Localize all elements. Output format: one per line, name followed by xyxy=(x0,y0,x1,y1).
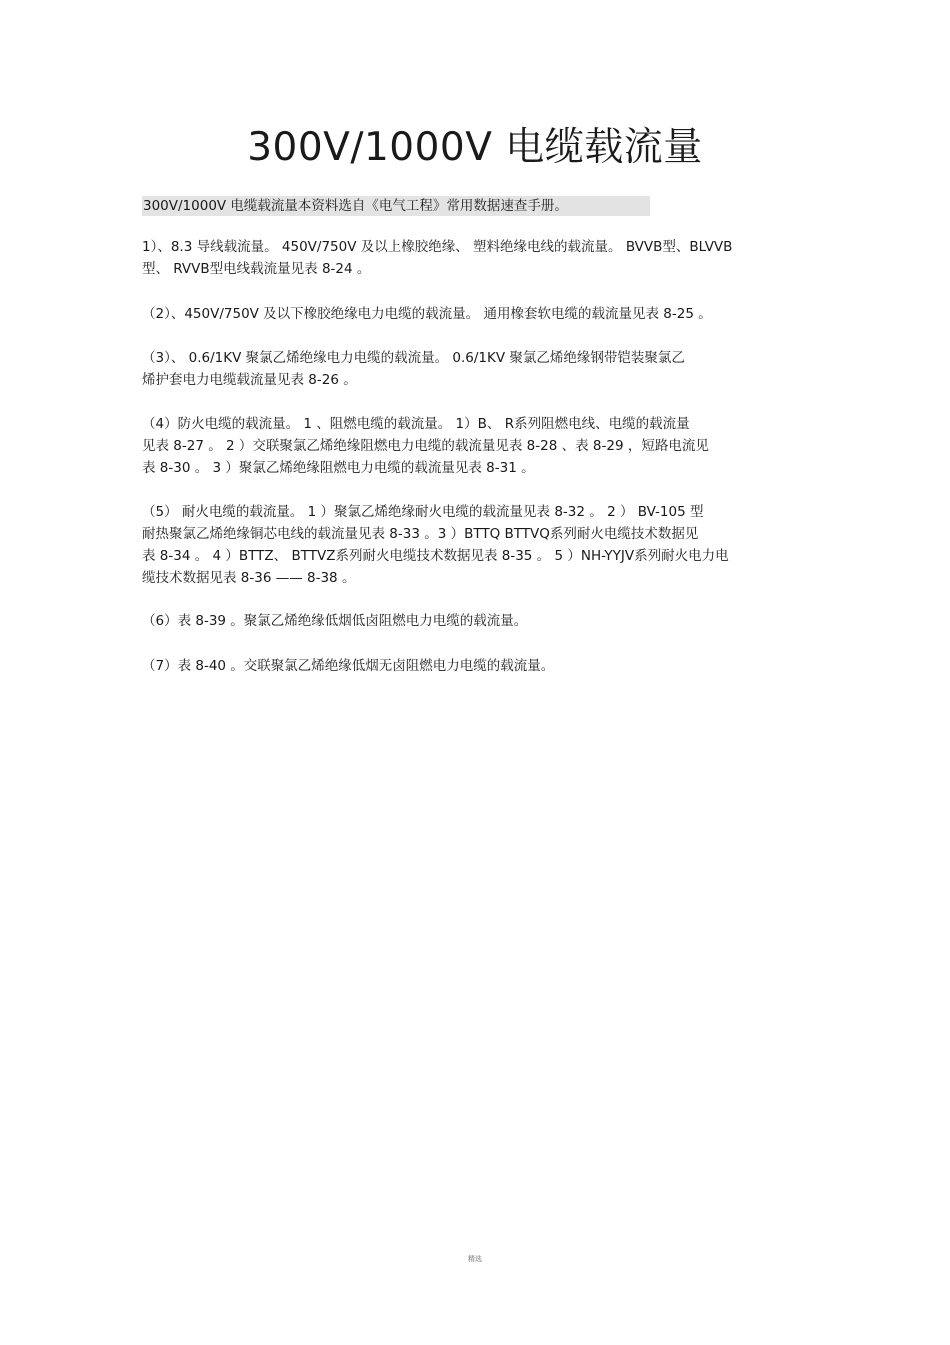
paragraph-line: 1）、8.3 导线载流量。 450V/750V 及以上橡胶绝缘、 塑料绝缘电线的载流量。 BVVB型、BLVVB xyxy=(142,239,733,255)
paragraph-line: 型、 RVVB型电线载流量见表 8-24 。 xyxy=(142,261,371,277)
paragraph-6 xyxy=(142,610,822,632)
page-footer-label: 精选 xyxy=(468,1255,482,1263)
paragraph-line: 耐热聚氯乙烯绝缘铜芯电线的载流量见表 8-33 。3 ）BTTQ BTTVQ系列耐火电缆技术数据见 xyxy=(142,526,699,542)
page-title: 300V/1000V 电缆载流量 xyxy=(247,125,703,170)
paragraph-line: 表 8-30 。 3 ）聚氯乙烯绝缘阻燃电力电缆的载流量见表 8-31 。 xyxy=(142,460,535,476)
paragraph-line: （3）、 0.6/1KV 聚氯乙烯绝缘电力电缆的载流量。 0.6/1KV 聚氯乙烯绝缘钢带铠装聚氯乙 xyxy=(142,350,685,366)
paragraph-line: 见表 8-27 。 2 ）交联聚氯乙烯绝缘阻燃电力电缆的载流量见表 8-28 、表 8-29 ，短路电流见 xyxy=(142,438,709,454)
paragraph-line: （5） 耐火电缆的载流量。 1 ）聚氯乙烯绝缘耐火电缆的载流量见表 8-32 。 2 ） BV-105 型 xyxy=(142,504,704,520)
paragraph-line: （7）表 8-40 。交联聚氯乙烯绝缘低烟无卤阻燃电力电缆的载流量。 xyxy=(142,658,555,674)
paragraph-line: 表 8-34 。 4 ）BTTZ、 BTTVZ系列耐火电缆技术数据见表 8-35 。 5 ）NH-YYJV系列耐火电力电 xyxy=(142,548,729,564)
paragraph-3 xyxy=(142,347,822,391)
paragraph-line: （6）表 8-39 。聚氯乙烯绝缘低烟低卤阻燃电力电缆的载流量。 xyxy=(142,613,528,629)
paragraph-1 xyxy=(142,236,822,280)
paragraph-7 xyxy=(142,655,822,677)
paragraph-line: 缆技术数据见表 8-36 —— 8-38 。 xyxy=(142,570,356,586)
paragraph-line: 烯护套电力电缆载流量见表 8-26 。 xyxy=(142,372,357,388)
paragraph-5 xyxy=(142,501,822,589)
paragraph-line: （2）、450V/750V 及以下橡胶绝缘电力电缆的载流量。 通用橡套软电缆的载流量见表 8-25 。 xyxy=(142,306,712,322)
paragraph-4 xyxy=(142,413,822,479)
paragraph-line: （4）防火电缆的载流量。 1 、阻燃电缆的载流量。 1）B、 R系列阻燃电线、电缆的载流量 xyxy=(142,416,690,432)
paragraph-2 xyxy=(142,303,822,325)
intro-highlighted-line: 300V/1000V 电缆载流量本资料选自《电气工程》常用数据速查手册。 xyxy=(142,196,650,216)
